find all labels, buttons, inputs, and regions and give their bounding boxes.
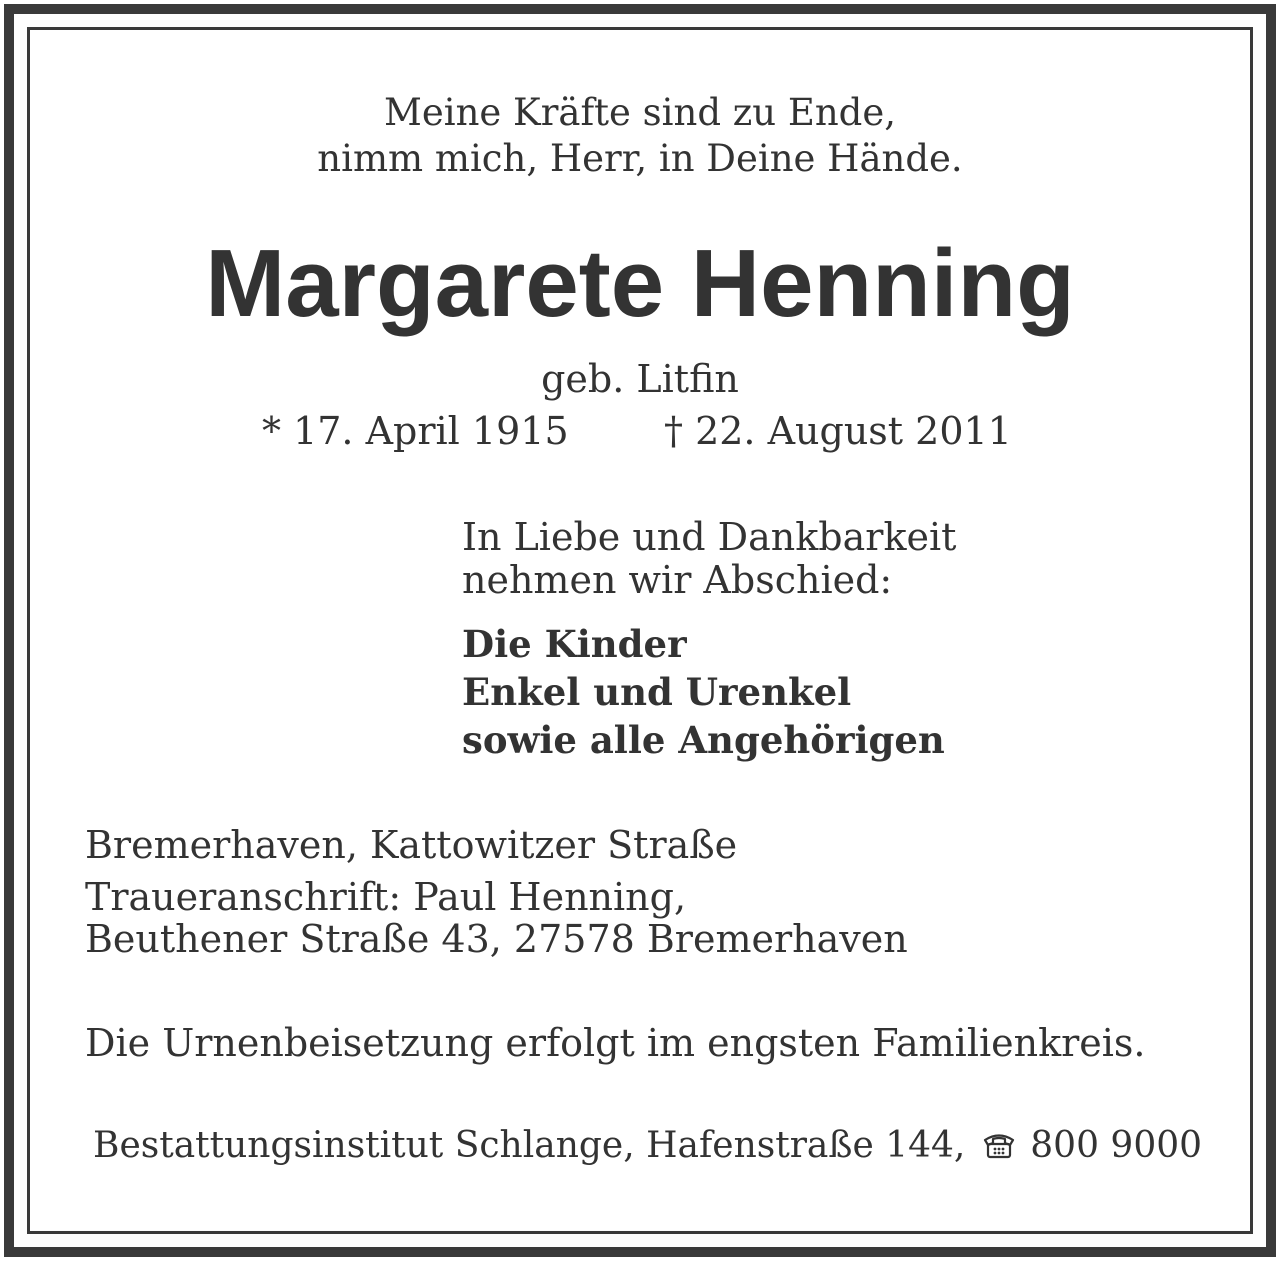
farewell-line-2: nehmen wir Abschied: xyxy=(462,558,893,602)
verse-line-1: Meine Kräfte sind zu Ende, xyxy=(383,91,897,134)
verse-line-2: nimm mich, Herr, in Deine Hände. xyxy=(317,137,963,180)
death-date: † 22. August 2011 xyxy=(664,409,1012,453)
maiden-name: geb. Litfin xyxy=(541,357,739,401)
mourner-relatives: sowie alle Angehörigen xyxy=(462,718,945,762)
residence: Bremerhaven, Kattowitzer Straße xyxy=(85,823,738,867)
telephone-icon xyxy=(983,1130,1015,1160)
mourning-address-line-1: Traueranschrift: Paul Henning, xyxy=(85,875,687,919)
farewell-line-1: In Liebe und Dankbarkeit xyxy=(462,515,957,559)
deceased-name: Margarete Henning xyxy=(205,230,1075,337)
birth-date: * 17. April 1915 xyxy=(262,409,569,453)
mourner-children: Die Kinder xyxy=(462,622,687,666)
mourner-grandchildren: Enkel und Urenkel xyxy=(462,670,852,714)
undertaker-phone: 800 9000 xyxy=(1030,1125,1203,1166)
mourning-address-line-2: Beuthener Straße 43, 27578 Bremerhaven xyxy=(85,917,908,961)
undertaker-line xyxy=(93,1125,1203,1166)
burial-note: Die Urnenbeisetzung erfolgt im engsten Familienkreis. xyxy=(85,1021,1146,1065)
undertaker-text: Bestattungsinstitut Schlange, Hafenstraße 144, xyxy=(93,1125,966,1166)
